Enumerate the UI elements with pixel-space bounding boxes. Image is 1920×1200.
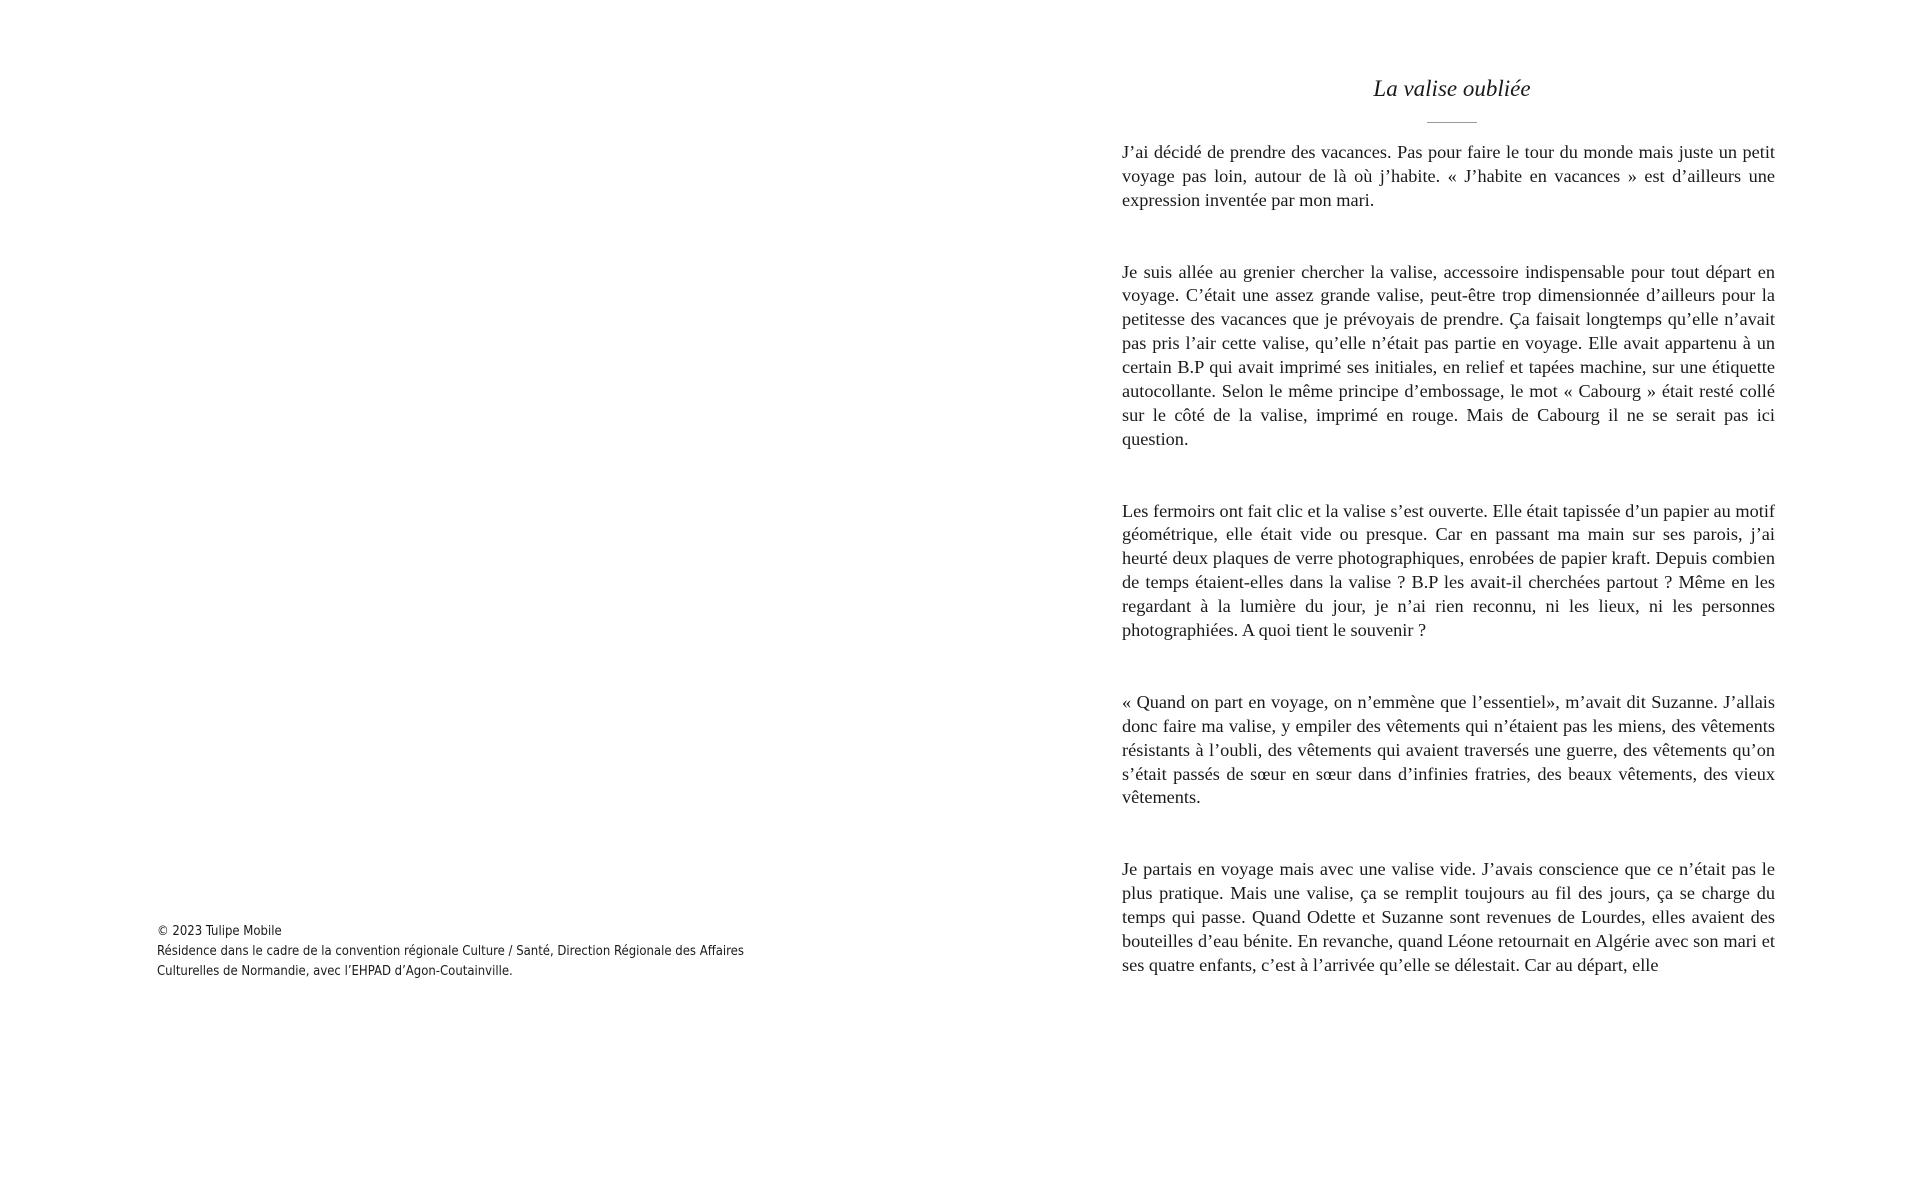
chapter-title: La valise oubliée [1373, 76, 1531, 101]
paragraph-5: Je partais en voyage mais avec une valise vide. J’avais conscience que ce n’était pas le plus pratique. Mais une valise, ça se remplit toujours au fil des jours, ça se charge du temps qui passe. Quand Odette et Suzanne sont revenues de Lourdes, elles avaient des bouteilles d’eau bénite. En revanche, quand Léone retournait en Algérie avec son mari et ses quatre enfants, c’est à l’arrivée qu’elle se délestait. Car au départ, elle [1122, 859, 1775, 975]
credits-text: Résidence dans le cadre de la convention régionale Culture / Santé, Direction Régionale des Affaires Culturelles de Normandie, avec l’EHPAD d’Agon-Coutainville. [157, 944, 744, 979]
paragraph-3: Les fermoirs ont fait clic et la valise s’est ouverte. Elle était tapissée d’un papier au motif géométrique, elle était vide ou presque. Car en passant ma main sur ses parois, j’ai heurté deux plaques de verre photographiques, enrobées de papier kraft. Depuis combien de temps étaient-elles dans la valise ? B.P les avait-il cherchées partout ? Même en les regardant à la lumière du jour, je n’ai rien reconnu, ni les lieux, ni les personnes photographiées. A quoi tient le souvenir ? [1122, 500, 1775, 641]
paragraph-2: Je suis allée au grenier chercher la valise, accessoire indispensable pour tout départ en voyage. C’était une assez grande valise, peut-être trop dimensionnée d’ailleurs pour la petitesse des vacances que je prévoyais de prendre. Ça faisait longtemps qu’elle n’avait pas pris l’air cette valise, qu’elle n’était pas partie en voyage. Elle avait appartenu à un certain B.P qui avait imprimé ses initiales, en relief et tapées machine, sur une étiquette autocollante. Selon le même principe d’embossage, le mot « Cabourg » était resté collé sur le côté de la valise, imprimé en rouge. Mais de Cabourg il ne se serait pas ici question. [1122, 261, 1775, 449]
paragraph-4: « Quand on part en voyage, on n’emmène que l’essentiel», m’avait dit Suzanne. J’allais donc faire ma valise, y empiler des vêtements qui n’étaient pas les miens, des vêtements résistants à l’oubli, des vêtements qui avaient traversés une guerre, des vêtements qu’on s’était passés de sœur en sœur dans d’infinies fratries, des beaux vêtements, des vieux vêtements. [1122, 691, 1775, 808]
paragraph-1: J’ai décidé de prendre des vacances. Pas pour faire le tour du monde mais juste un petit voyage pas loin, autour de là où j’habite. « J’habite en vacances » est d’ailleurs une expression inventée par mon mari. [1122, 142, 1775, 210]
title-divider [1427, 122, 1477, 123]
copyright-line: © 2023 Tulipe Mobile [157, 924, 282, 939]
body-text [1122, 141, 1775, 978]
colophon [157, 922, 797, 982]
